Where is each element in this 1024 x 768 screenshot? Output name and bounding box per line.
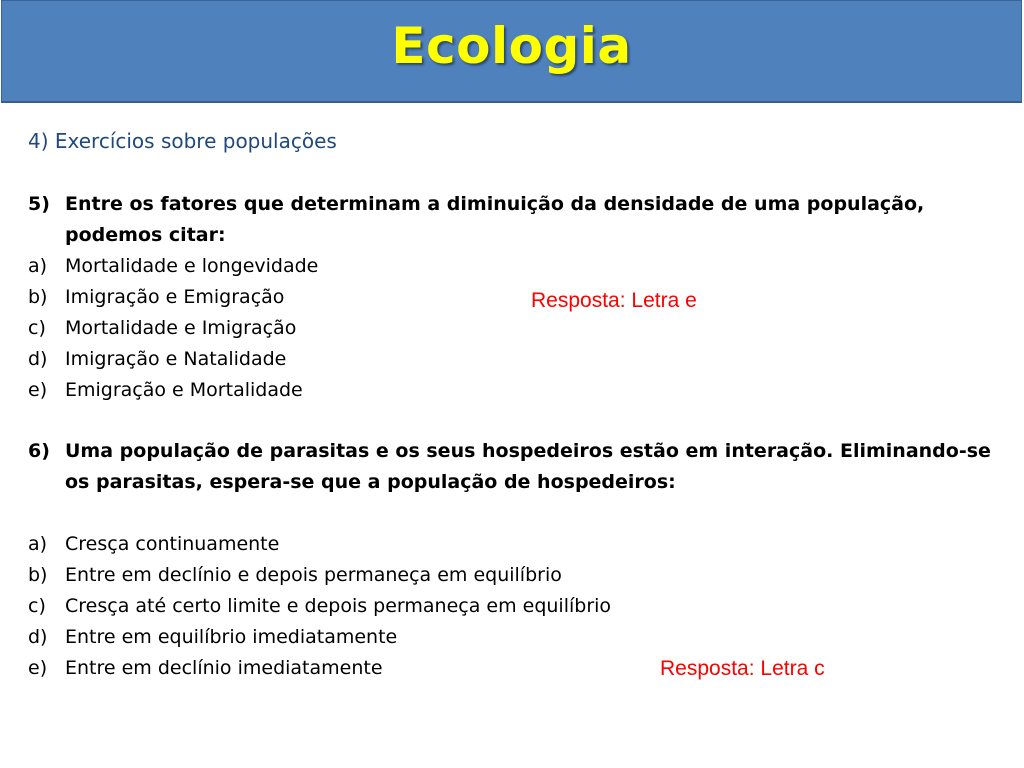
- option-letter: d): [28, 348, 48, 370]
- question-text: Entre os fatores que determinam a diminuição da densidade de uma população,: [65, 193, 925, 215]
- option-letter: d): [28, 626, 48, 648]
- option-letter: e): [28, 379, 48, 401]
- option-b: [28, 282, 998, 313]
- option-letter: b): [28, 286, 48, 308]
- question-text: os parasitas, espera-se que a população de hospedeiros:: [65, 471, 676, 493]
- option-c: [28, 591, 998, 622]
- option-a: [28, 251, 998, 282]
- option-letter: a): [28, 255, 48, 277]
- question-line: [28, 436, 998, 467]
- option-c: [28, 313, 998, 344]
- question-5: [28, 189, 998, 406]
- section-heading: 4) Exercícios sobre populações: [28, 129, 337, 153]
- question-line: [28, 467, 998, 498]
- option-letter: a): [28, 533, 48, 555]
- option-text: Emigração e Mortalidade: [65, 379, 303, 401]
- option-b: [28, 560, 998, 591]
- option-d: [28, 344, 998, 375]
- option-e: [28, 653, 998, 684]
- question-text: Uma população de parasitas e os seus hospedeiros estão em interação. Eliminando-se: [65, 440, 991, 462]
- slide-title: Ecologia: [391, 17, 632, 75]
- question-line: [28, 189, 998, 220]
- blank-line: [28, 498, 998, 529]
- option-letter: c): [28, 595, 46, 617]
- answer-question-6: Resposta: Letra c: [660, 657, 825, 680]
- question-6: [28, 436, 998, 684]
- option-letter: e): [28, 657, 48, 679]
- option-text: Imigração e Natalidade: [65, 348, 287, 370]
- option-e: [28, 375, 998, 406]
- option-d: [28, 622, 998, 653]
- option-letter: b): [28, 564, 48, 586]
- question-text: podemos citar:: [65, 224, 226, 246]
- option-text: Entre em declínio imediatamente: [65, 657, 383, 679]
- option-text: Entre em equilíbrio imediatamente: [65, 626, 398, 648]
- option-text: Cresça continuamente: [65, 533, 280, 555]
- question-line: [28, 220, 998, 251]
- option-text: Mortalidade e Imigração: [65, 317, 297, 339]
- option-text: Mortalidade e longevidade: [65, 255, 319, 277]
- title-bar: [1, 0, 1022, 103]
- option-text: Entre em declínio e depois permaneça em equilíbrio: [65, 564, 562, 586]
- option-letter: c): [28, 317, 46, 339]
- option-a: [28, 529, 998, 560]
- option-text: Cresça até certo limite e depois permaneça em equilíbrio: [65, 595, 612, 617]
- question-number: 6): [28, 440, 50, 462]
- answer-question-5: Resposta: Letra e: [531, 289, 697, 312]
- question-number: 5): [28, 193, 50, 215]
- option-text: Imigração e Emigração: [65, 286, 285, 308]
